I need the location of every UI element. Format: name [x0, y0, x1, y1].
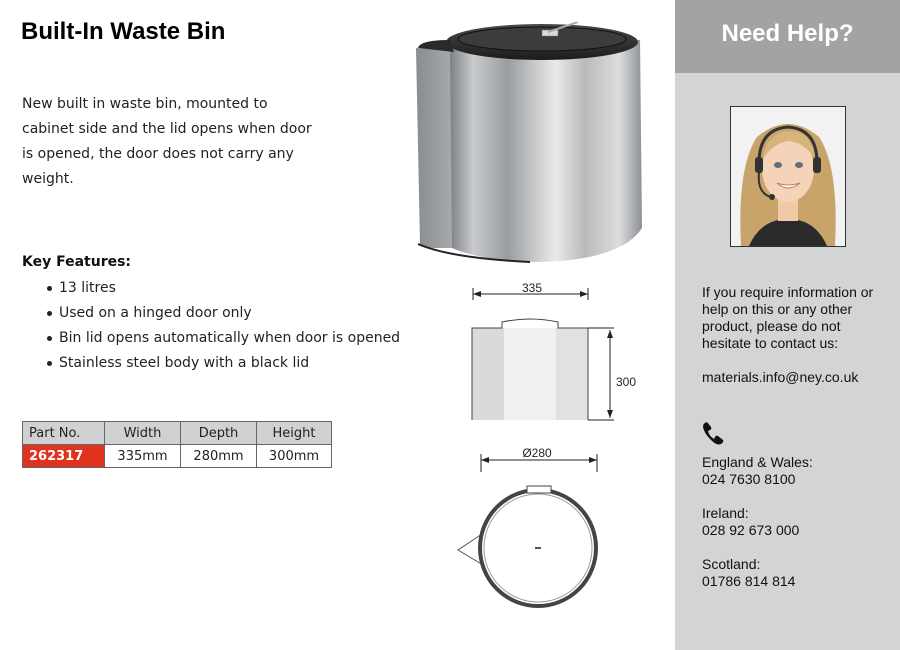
- width-value: 335mm: [105, 445, 181, 468]
- diameter-dimension-label: Ø280: [522, 446, 552, 460]
- help-info-text: If you require information or help on this or any other product, please do not hesitate to contact us:: [702, 284, 874, 351]
- waste-bin-image: [410, 22, 650, 267]
- table-row: [23, 445, 332, 468]
- key-features-heading: Key Features:: [22, 254, 132, 270]
- help-header: [675, 0, 900, 73]
- contact-scotland: [702, 556, 813, 590]
- feature-item: Stainless steel body with a black lid: [22, 351, 400, 376]
- feature-item: Bin lid opens automatically when door is opened: [22, 326, 400, 351]
- width-dimension-label: 335: [521, 281, 543, 295]
- product-description: New built in waste bin, mounted to cabinet side and the lid opens when door is opened, the door does not carry any weight.: [22, 96, 312, 187]
- spec-table: [22, 421, 332, 468]
- contact-region: Ireland:: [702, 505, 749, 521]
- dimension-diagram: [440, 276, 660, 616]
- key-features-list: [22, 276, 400, 376]
- header-part-no: Part No.: [23, 422, 105, 445]
- contact-email[interactable]: materials.info@ney.co.uk: [702, 369, 859, 385]
- page-title: Built-In Waste Bin: [21, 18, 226, 45]
- feature-item: 13 litres: [22, 276, 400, 301]
- depth-value: 280mm: [181, 445, 257, 468]
- contact-region: Scotland:: [702, 556, 761, 572]
- part-number: 262317: [23, 445, 105, 468]
- help-sidebar: [675, 0, 900, 650]
- phone-icon: [702, 421, 724, 445]
- header-depth: Depth: [181, 422, 257, 445]
- contact-ireland: [702, 505, 813, 539]
- help-heading: Need Help?: [721, 20, 854, 47]
- contact-england-wales: [702, 454, 813, 488]
- contact-number: 024 7630 8100: [702, 471, 796, 487]
- spec-table-header: [23, 422, 332, 445]
- contact-list: [702, 454, 813, 607]
- contact-region: England & Wales:: [702, 454, 813, 470]
- header-height: Height: [257, 422, 332, 445]
- contact-number: 028 92 673 000: [702, 522, 800, 538]
- header-width: Width: [105, 422, 181, 445]
- contact-number: 01786 814 814: [702, 573, 796, 589]
- support-agent-avatar: [730, 106, 846, 247]
- height-value: 300mm: [257, 445, 332, 468]
- height-dimension-label: 300: [616, 375, 637, 389]
- feature-item: Used on a hinged door only: [22, 301, 400, 326]
